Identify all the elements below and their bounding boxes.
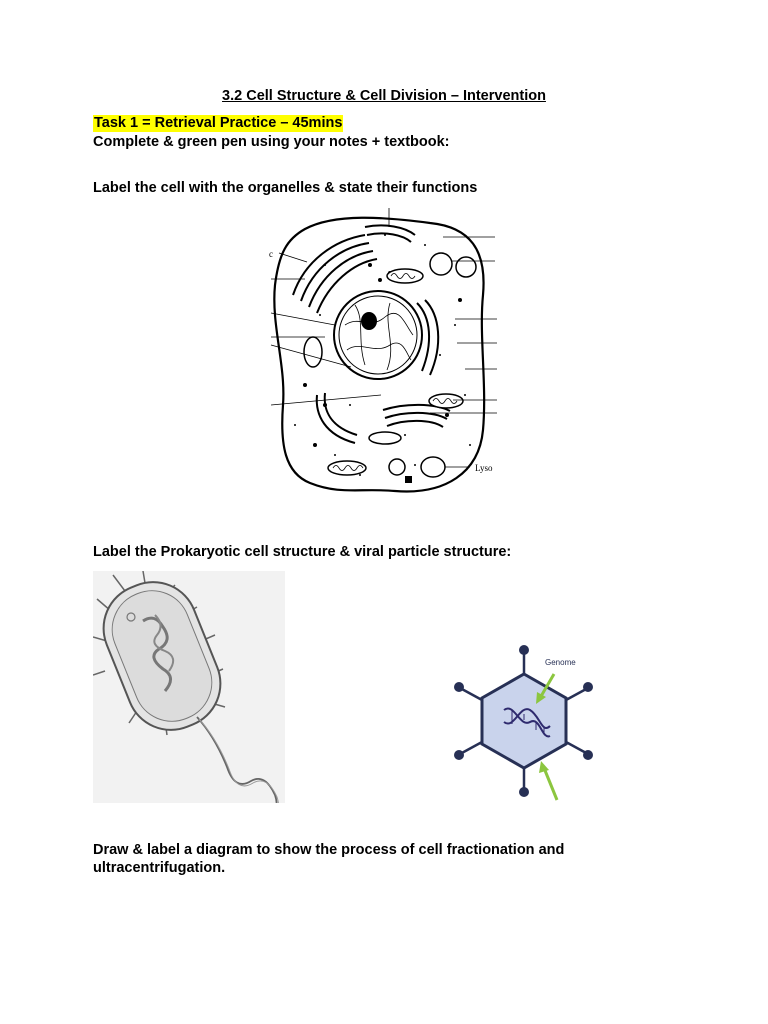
instructions-text: Complete & green pen using your notes + textbook: xyxy=(93,134,450,150)
prokaryotic-prompt: Label the Prokaryotic cell structure & viral particle structure: xyxy=(93,544,512,560)
genome-label: Genome xyxy=(545,658,576,667)
page-title: 3.2 Cell Structure & Cell Division – Intervention xyxy=(222,88,546,104)
cell-label-c: c xyxy=(269,249,273,259)
task-label: Task 1 = Retrieval Practice – 45mins xyxy=(94,115,343,131)
cell-label-lyso: Lyso xyxy=(475,463,493,473)
cell-diagram-image xyxy=(265,205,505,497)
virus-diagram-image xyxy=(416,640,606,802)
bacterium-image xyxy=(93,571,285,803)
fractionation-prompt: Draw & label a diagram to show the process of cell fractionation and ultracentrifugation. xyxy=(93,842,565,876)
eukaryotic-prompt: Label the cell with the organelles & state their functions xyxy=(93,180,478,196)
